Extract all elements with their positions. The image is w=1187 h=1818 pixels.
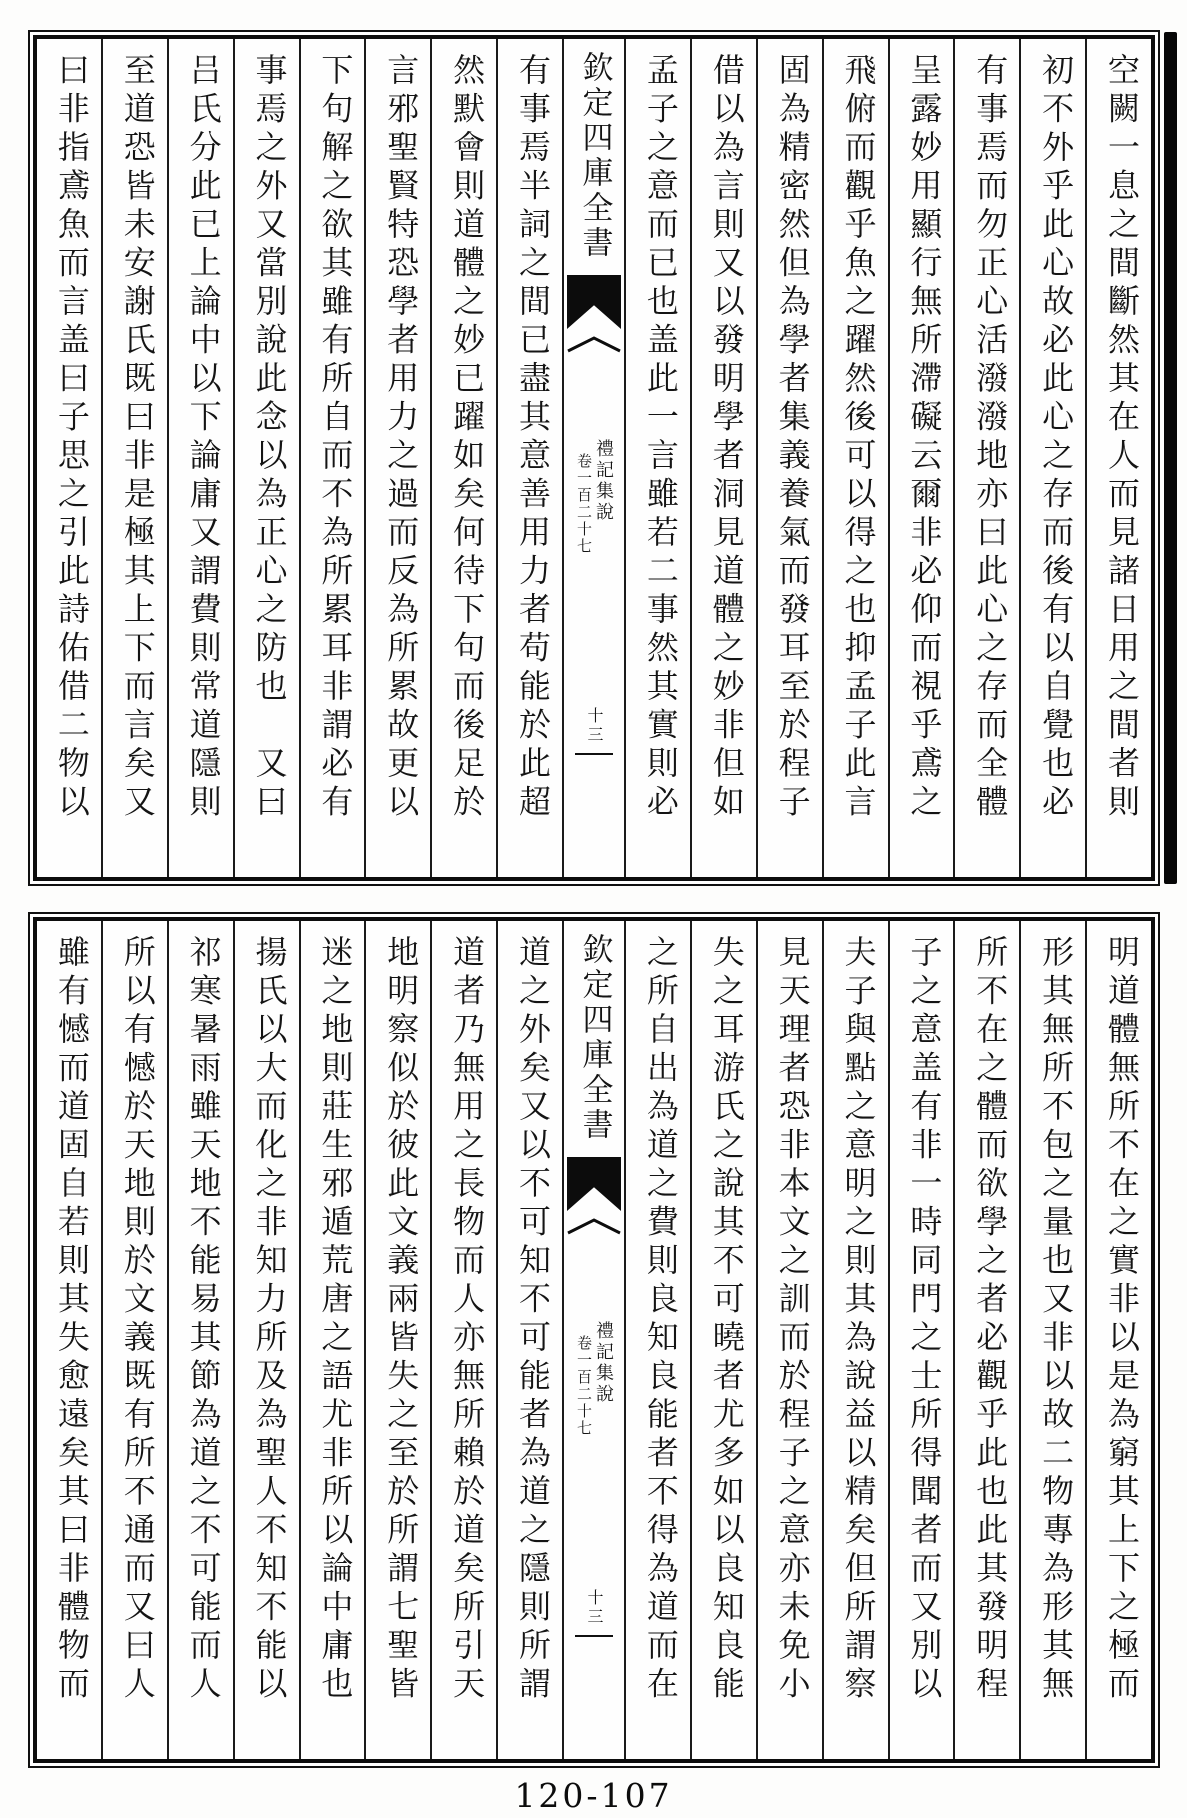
collection-title: 欽定四庫全書	[576, 51, 613, 261]
fishtail-mark	[567, 275, 621, 329]
chevron-mark	[567, 335, 621, 353]
folio-number: 十三	[585, 1589, 604, 1627]
text-frame-top	[33, 35, 1155, 881]
text-column: 有事焉而勿正心活潑潑地亦曰此心之存而全體	[953, 39, 1019, 877]
book-title: 禮記集說	[593, 439, 614, 523]
text-column: 呈露妙用顯行無所滯礙云爾非必仰而視乎鳶之	[888, 39, 954, 877]
collection-title: 欽定四庫全書	[576, 933, 613, 1143]
center-column	[562, 921, 624, 1759]
text-column: 飛俯而觀乎魚之躍然後可以得之也抑孟子此言	[822, 39, 888, 877]
juan-label: 卷一百二十七	[575, 1335, 593, 1437]
text-column: 所不在之體而欲學之者必觀乎此也此其發明程	[953, 921, 1019, 1759]
text-column: 有事焉半詞之間已盡其意善用力者苟能於此超	[496, 39, 562, 877]
text-column: 固為精密然但為學者集義養氣而發耳至於程子	[756, 39, 822, 877]
page-block-top	[28, 30, 1160, 886]
footer-page-number: 120-107	[514, 1776, 673, 1815]
text-column: 吕氏分此已上論中以下論庸又謂費則常道隱則	[167, 39, 233, 877]
text-column: 子之意盖有非一時同門之士所得聞者而又別以	[888, 921, 954, 1759]
text-column: 祁寒暑雨雖天地不能易其節為道之不可能而人	[167, 921, 233, 1759]
text-column: 形其無所不包之量也又非以故二物專為形其無	[1019, 921, 1085, 1759]
text-column: 見天理者恐非本文之訓而於程子之意亦未免小	[756, 921, 822, 1759]
text-column: 空闕一息之間斷然其在人而見諸日用之間者則	[1085, 39, 1151, 877]
text-column: 孟子之意而已也盖此一言雖若二事然其實則必	[624, 39, 690, 877]
text-frame-bottom	[33, 917, 1155, 1763]
text-column: 借以為言則又以發明學者洞見道體之妙非但如	[690, 39, 756, 877]
chevron-mark	[567, 1217, 621, 1235]
text-column: 初不外乎此心故必此心之存而後有以自覺也必	[1019, 39, 1085, 877]
text-column: 失之耳游氏之說其不可曉者尤多如以良知良能	[690, 921, 756, 1759]
text-column: 明道體無所不在之實非以是為窮其上下之極而	[1085, 921, 1151, 1759]
text-column: 言邪聖賢特恐學者用力之過而反為所累故更以	[364, 39, 430, 877]
juan-label: 卷一百二十七	[575, 453, 593, 555]
center-column	[562, 39, 624, 877]
text-column: 下句解之欲其雖有所自而不為所累耳非謂必有	[299, 39, 365, 877]
text-column: 曰非指鳶魚而言盖曰子思之引此詩佑借二物以	[52, 53, 91, 823]
fishtail-mark	[567, 1157, 621, 1211]
text-column: 然默會則道體之妙已躍如矣何待下句而後足於	[430, 39, 496, 877]
text-column: 所以有憾於天地則於文義既有所不通而又曰人	[101, 921, 167, 1759]
scan-edge-band	[1164, 32, 1177, 884]
text-column: 揚氏以大而化之非知力所及為聖人不知不能以	[233, 921, 299, 1759]
text-column: 地明察似於彼此文義兩皆失之至於所謂七聖皆	[364, 921, 430, 1759]
text-column: 夫子與點之意明之則其為說益以精矣但所謂察	[822, 921, 888, 1759]
text-column: 道之外矣又以不可知不可能者為道之隱則所謂	[496, 921, 562, 1759]
page-block-bottom	[28, 912, 1160, 1768]
folio-underline	[575, 753, 613, 755]
text-column: 之所自出為道之費則良知良能者不得為道而在	[624, 921, 690, 1759]
text-column: 道者乃無用之長物而人亦無所賴於道矣所引天	[430, 921, 496, 1759]
folio-number: 十三	[585, 707, 604, 745]
book-title: 禮記集說	[593, 1321, 614, 1405]
folio-underline	[575, 1635, 613, 1637]
text-column: 至道恐皆未安謝氏既曰非是極其上下而言矣又	[101, 39, 167, 877]
text-column: 事焉之外又當別說此念以為正心之防也 又曰	[233, 39, 299, 877]
text-column: 雖有憾而道固自若則其失愈遠矣其曰非體物而	[52, 935, 91, 1705]
text-column: 迷之地則莊生邪遁荒唐之語尤非所以論中庸也	[299, 921, 365, 1759]
